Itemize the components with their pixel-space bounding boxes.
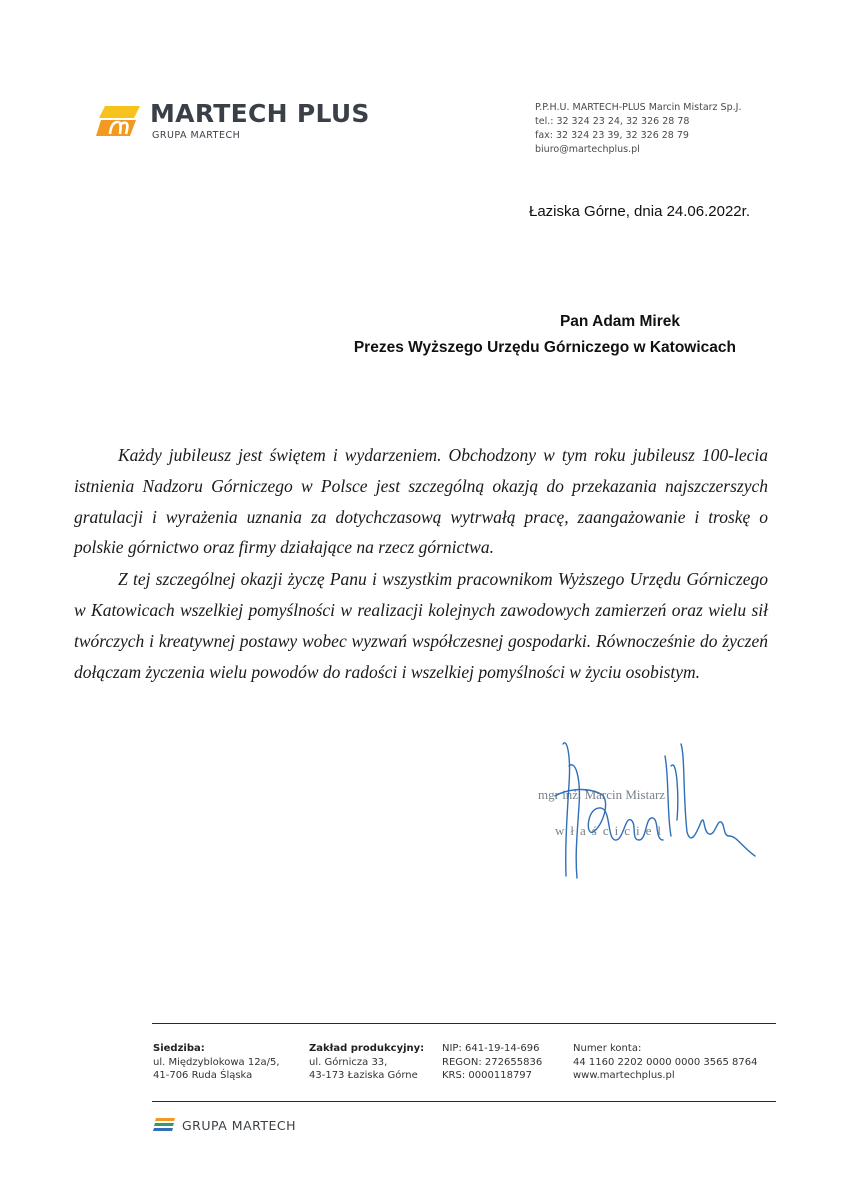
- phone-line: tel.: 32 324 23 24, 32 326 28 78: [535, 116, 690, 127]
- date-line: Łaziska Górne, dnia 24.06.2022r.: [529, 203, 750, 220]
- martech-logo-icon: [96, 104, 142, 138]
- seat-line-2: 41-706 Ruda Śląska: [153, 1070, 253, 1081]
- krs-line: KRS: 0000118797: [442, 1070, 533, 1081]
- signatory-name: mgr inż. Marcin Mistarz: [538, 787, 666, 802]
- grupa-martech-logo-icon: [153, 1118, 175, 1132]
- footer-registry: [442, 1042, 542, 1083]
- website-link[interactable]: www.martechplus.pl: [573, 1070, 675, 1081]
- recipient-name: Pan Adam Mirek: [559, 313, 680, 330]
- seat-label: Siedziba:: [153, 1043, 205, 1054]
- footer-plant: [309, 1042, 424, 1083]
- fax-line: fax: 32 324 23 39, 32 326 28 79: [535, 130, 689, 141]
- recipient-title: Prezes Wyższego Urzędu Górniczego w Katowicach: [353, 339, 736, 356]
- account-number: 44 1160 2202 0000 0000 3565 8764: [573, 1056, 758, 1068]
- letter-body: [74, 440, 768, 687]
- footer-bank: [573, 1042, 758, 1083]
- regon-line: REGON: 272655836: [442, 1056, 543, 1068]
- logo-subtitle: GRUPA MARTECH: [152, 130, 241, 141]
- nip-line: NIP: 641-19-14-696: [442, 1043, 540, 1054]
- email-line: biuro@martechplus.pl: [535, 144, 640, 155]
- seat-line-1: ul. Międzyblokowa 12a/5,: [153, 1056, 280, 1068]
- plant-line-1: ul. Górnicza 33,: [309, 1056, 388, 1068]
- grupa-martech-logo-text: GRUPA MARTECH: [182, 1118, 297, 1133]
- contact-block: [535, 101, 741, 157]
- footer-rule-top: [152, 1023, 776, 1024]
- account-label: Numer konta:: [573, 1043, 642, 1054]
- signatory-role: właściciel: [555, 823, 667, 838]
- plant-label: Zakład produkcyjny:: [309, 1043, 425, 1054]
- footer-seat: [153, 1042, 280, 1083]
- paragraph-2: Z tej szczególnej okazji życzę Panu i wszystkim pracownikom Wyższego Urzędu Górniczego w Katowicach wszelkiej pomyślności w realizacji kolejnych zawodowych zamierzeń oraz wielu sił twórczych i kreatywnej postawy wobec wyzwań współczesnej gospodarki. Równocześnie do życzeń dołączam życzenia wielu powodów do radości i wszelkiej pomyślności w życiu osobistym.: [74, 569, 768, 682]
- plant-line-2: 43-173 Łaziska Górne: [309, 1070, 418, 1081]
- company-name: P.P.H.U. MARTECH-PLUS Marcin Mistarz Sp.J.: [535, 102, 742, 113]
- recipient-block: [354, 309, 736, 361]
- logo-name: MARTECH PLUS: [150, 99, 370, 128]
- handwritten-signature: [545, 736, 765, 886]
- footer-rule-bottom: [152, 1101, 776, 1102]
- paragraph-1: Każdy jubileusz jest świętem i wydarzeniem. Obchodzony w tym roku jubileusz 100-lecia istnienia Nadzoru Górniczego w Polsce jest szczególną okazją do przekazania najszczerszych gratulacji i wyrażenia uznania za dotychczasową wytrwałą pracę, zaangażowanie i troskę o polskie górnictwo oraz firmy działające na rzecz górnictwa.: [74, 445, 768, 558]
